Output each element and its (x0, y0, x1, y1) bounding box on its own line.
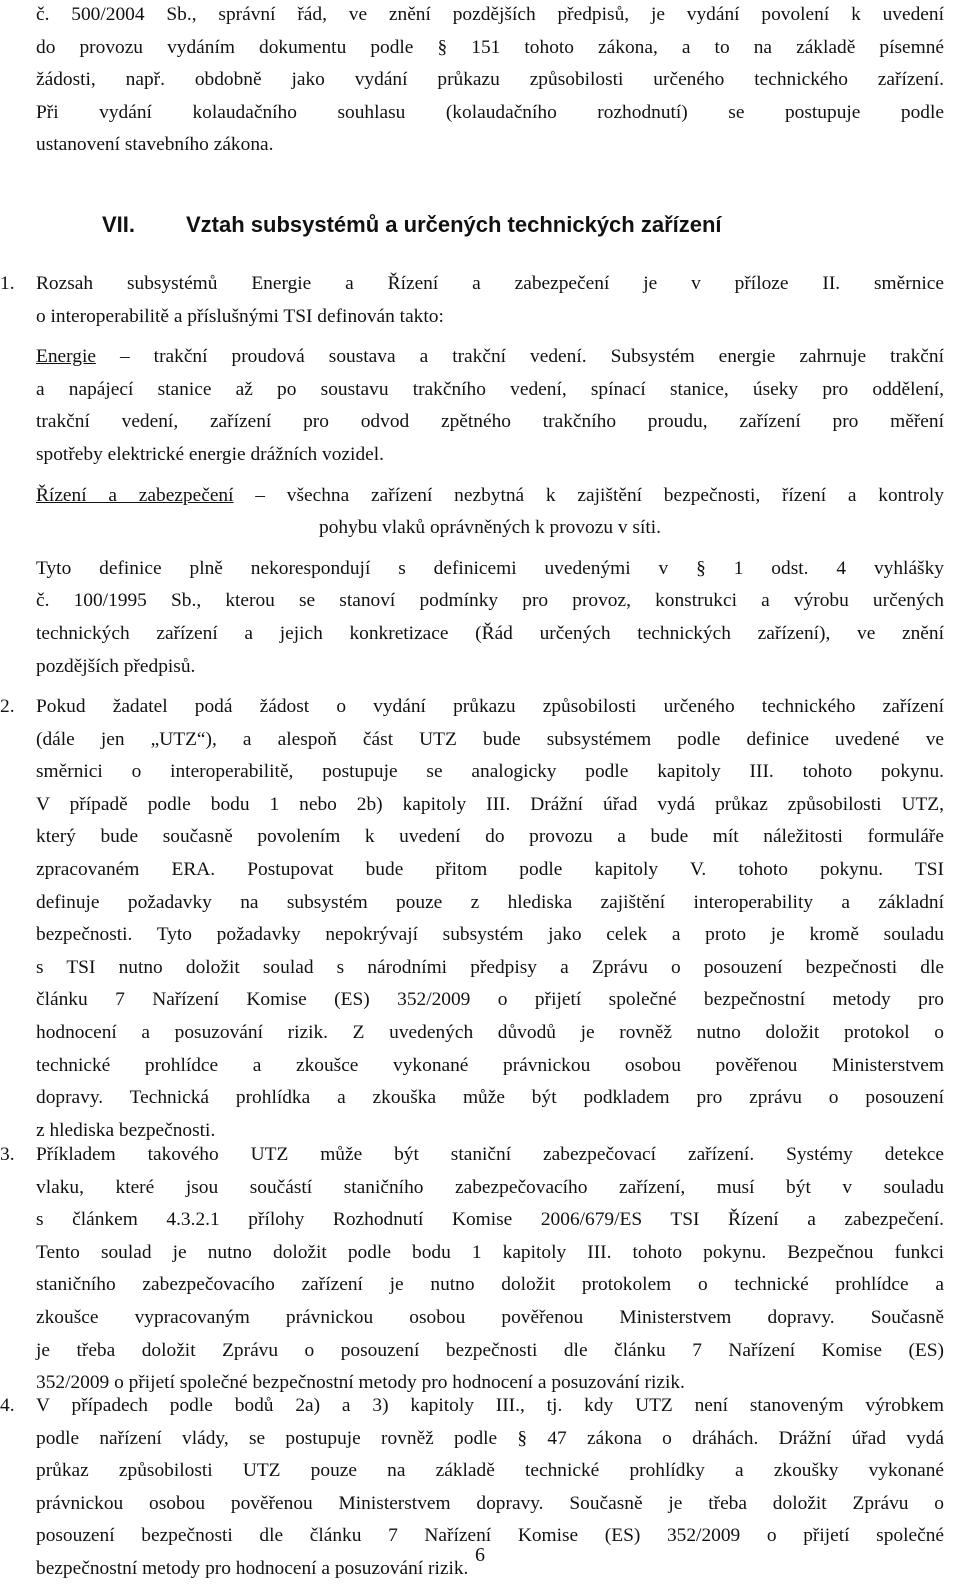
text-line: hodnocení a posuzování rizik. Z uvedených důvodů je rovněž nutno doložit protokol o (36, 1021, 944, 1043)
text-line: pohybu vlaků oprávněných k provozu v síti. (319, 517, 661, 539)
text-line: posouzení bezpečnosti dle článku 7 Nařízení Komise (ES) 352/2009 o přijetí společné (36, 1525, 944, 1547)
text-line: Rozsah subsystémů Energie a Řízení a zabezpečení je v příloze II. směrnice (36, 273, 944, 294)
text-line: směrnici o interoperabilitě, postupuje se analogicky podle kapitoly III. tohoto pokynu. (36, 761, 944, 783)
text-line: z hlediska bezpečnosti. (36, 1119, 216, 1141)
text-line: vlaku, které jsou součástí staničního zabezpečovacího zařízení, musí být v souladu (36, 1176, 944, 1198)
page-number: 6 (475, 1544, 485, 1566)
text-line: spotřeby elektrické energie drážních vozidel. (36, 443, 384, 465)
text-line: technické prohlídce a zkoušce vykonané právnickou osobou pověřenou Ministerstvem (36, 1054, 944, 1076)
text-line: s článkem 4.3.2.1 přílohy Rozhodnutí Komise 2006/679/ES TSI Řízení a zabezpečení. (36, 1209, 944, 1231)
text-line: V případech podle bodů 2a) a 3) kapitoly III., tj. kdy UTZ není stanoveným výrobkem (36, 1395, 944, 1416)
text-line: podle nařízení vlády, se postupuje rovněž podle § 47 zákona o dráhách. Drážní úřad vydá (36, 1427, 944, 1449)
text-line: pozdějších předpisů. (36, 655, 196, 677)
section-title: Vztah subsystémů a určených technických zařízení (186, 212, 722, 237)
text-line: je třeba doložit Zprávu o posouzení bezpečnosti dle článku 7 Nařízení Komise (ES) (36, 1339, 944, 1361)
definition-energy (36, 341, 944, 374)
text-line: V případě podle bodu 1 nebo 2b) kapitoly III. Drážní úřad vydá průkaz způsobilosti UTZ, (36, 793, 944, 815)
text-line: technických zařízení a jejich konkretizace (Řád určených technických zařízení), ve znění (36, 622, 944, 644)
text-line: – trakční proudová soustava a trakční vedení. Subsystém energie zahrnuje trakční (95, 346, 944, 368)
text-line: dopravy. Technická prohlídka a zkouška může být podkladem pro zprávu o posouzení (36, 1087, 944, 1109)
list-item-body (36, 268, 944, 683)
text-line: Příkladem takového UTZ může být staniční zabezpečovací zařízení. Systémy detekce (36, 1144, 944, 1165)
text-line: bezpečnosti. Tyto požadavky nepokrývají subsystém jako celek a proto je kromě souladu (36, 924, 944, 946)
intro-paragraph (36, 0, 944, 162)
text-line: o interoperabilitě a příslušnými TSI definován takto: (36, 305, 444, 327)
text-line: – všechna zařízení nezbytná k zajištění bezpečnosti, řízení a kontroly (233, 484, 944, 506)
text-line: 352/2009 o přijetí společné bezpečnostní metody pro hodnocení a posuzování rizik. (36, 1372, 685, 1394)
list-item-3 (0, 1139, 944, 1400)
text-line: trakční vedení, zařízení pro odvod zpětného trakčního proudu, zařízení pro měření (36, 411, 944, 433)
text-line: (dále jen „UTZ“), a alespoň část UTZ bude subsystémem podle definice uvedené ve (36, 728, 944, 750)
text-line: právnickou osobou pověřenou Ministerstvem dopravy. Současně je třeba doložit Zprávu o (36, 1492, 944, 1514)
text-line: který bude současně povolením k uvedení do provozu a bude mít náležitosti formuláře (36, 826, 944, 848)
text-line: č. 500/2004 Sb., správní řád, ve znění pozdějších předpisů, je vydání povolení k uvedení (36, 4, 944, 25)
list-item-body (36, 691, 944, 1147)
definition-control (36, 480, 944, 513)
text-line: ustanovení stavebního zákona. (36, 134, 274, 156)
text-line: č. 100/1995 Sb., kterou se stanoví podmínky pro provoz, konstrukci a výrobu určených (36, 590, 944, 612)
text-line: do provozu vydáním dokumentu podle § 151 tohoto zákona, a to na základě písemné (36, 36, 944, 58)
list-marker: 3. (0, 1144, 15, 1165)
text-line: žádosti, např. obdobně jako vydání průkazu způsobilosti určeného technického zařízení. (36, 69, 944, 91)
section-number: VII. (102, 212, 136, 237)
text-line: s TSI nutno doložit soulad s národními předpisy a Zprávu o posouzení bezpečnosti dle (36, 956, 944, 978)
text-line: staničního zabezpečovacího zařízení je nutno doložit protokolem o technické prohlídce a (36, 1274, 944, 1296)
definition-term: Řízení a zabezpečení (36, 484, 234, 506)
text-line: zpracovaném ERA. Postupovat bude přitom podle kapitoly V. tohoto pokynu. TSI (36, 858, 944, 880)
text-line: Při vydání kolaudačního souhlasu (kolaudačního rozhodnutí) se postupuje podle (36, 101, 944, 123)
list-marker: 2. (0, 696, 15, 717)
text-line: Pokud žadatel podá žádost o vydání průkazu způsobilosti určeného technického zařízení (36, 696, 944, 717)
list-marker: 4. (0, 1395, 15, 1416)
text-line: Tento soulad je nutno doložit podle bodu 1 kapitoly III. tohoto pokynu. Bezpečnou funkci (36, 1241, 944, 1263)
text-line: bezpečnostní metody pro hodnocení a posuzování rizik. (36, 1557, 469, 1579)
list-item-body (36, 1139, 944, 1400)
text-line: a napájecí stanice až po soustavu trakčního vedení, spínací stanice, úseky pro oddělení, (36, 378, 944, 400)
list-item-1 (0, 268, 944, 683)
text-line: článku 7 Nařízení Komise (ES) 352/2009 o přijetí společné bezpečnostní metody pro (36, 989, 944, 1011)
list-marker: 1. (0, 273, 15, 294)
text-line: Tyto definice plně nekorespondují s definicemi uvedenými v § 1 odst. 4 vyhlášky (36, 557, 944, 579)
text-line: průkaz způsobilosti UTZ pouze na základě technické prohlídky a zkoušky vykonané (36, 1460, 944, 1482)
text-line: zkoušce vypracovaným právnickou osobou pověřenou Ministerstvem dopravy. Současně (36, 1306, 944, 1328)
definition-term: Energie (36, 346, 96, 368)
list-item-2 (0, 691, 944, 1147)
text-line: definuje požadavky na subsystém pouze z hlediska zajištění interoperability a základní (36, 891, 944, 913)
